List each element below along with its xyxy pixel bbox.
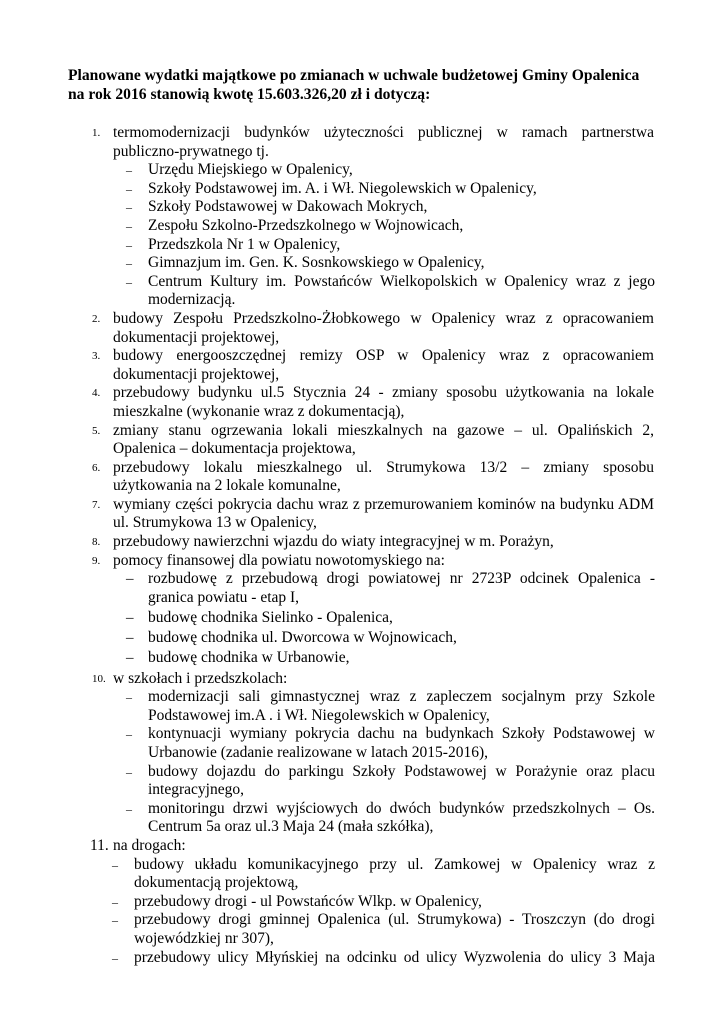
item-text: budowy Zespołu Przedszkolno-Żłobkowego w Opalenicy wraz z opracowaniem dokumentacji projektowej, — [113, 309, 654, 346]
item-number: 8. — [92, 536, 101, 549]
sub-item — [0, 688, 724, 725]
list-item-8 — [0, 533, 724, 552]
dash-marker: – — [126, 274, 132, 289]
sub-item — [0, 893, 724, 912]
sub-item-text: przebudowy drogi gminnej Opalenica (ul. Strumykowa) - Troszczyn (do drogi wojewódzkiej nr 307), — [134, 911, 655, 947]
dash-marker: – — [126, 630, 134, 647]
sub-item — [0, 763, 724, 800]
sub-item-text: kontynuacji wymiany pokrycia dachu na budynkach Szkoły Podstawowej w Urbanowie (zadanie realizowane w latach 2015-2016), — [148, 725, 655, 761]
item-number: 7. — [92, 498, 101, 511]
item-number: 11. — [90, 836, 109, 854]
dash-marker: – — [126, 690, 132, 705]
dash-marker: – — [112, 894, 118, 909]
sub-item-text: Szkoły Podstawowej w Dakowach Mokrych, — [148, 198, 428, 216]
list-item-10 — [0, 670, 724, 689]
sub-item — [0, 629, 724, 648]
dash-marker: – — [126, 237, 132, 252]
dash-marker: – — [112, 857, 118, 872]
list-item-9 — [0, 552, 724, 571]
dash-marker: – — [126, 163, 132, 178]
sub-item — [0, 217, 724, 236]
item-number: 10. — [92, 672, 106, 685]
sub-item-text: przebudowy drogi - ul Powstańców Wlkp. w Opalenicy, — [134, 892, 482, 910]
document-heading: Planowane wydatki majątkowe po zmianach w uchwale budżetowej Gminy Opalenica na rok 2016 stanowią kwotę 15.603.326,20 zł i dotyczą: — [68, 67, 640, 103]
sub-item-text: Przedszkola Nr 1 w Opalenicy, — [148, 235, 341, 253]
dash-marker: – — [126, 181, 132, 196]
sub-item — [0, 180, 724, 199]
list-item-7 — [0, 496, 724, 533]
list-item-5 — [0, 422, 724, 459]
sub-item-text: budowę chodnika ul. Dworcowa w Wojnowicach, — [148, 629, 457, 647]
list-item-2 — [0, 310, 724, 347]
dash-marker: – — [126, 727, 132, 742]
sub-item — [0, 911, 724, 948]
item-text: pomocy finansowej dla powiatu nowotomyskiego na: — [113, 551, 445, 569]
sub-item-text: budowę chodnika w Urbanowie, — [148, 649, 350, 667]
sub-item-text: Szkoły Podstawowej im. A. i Wł. Niegolewskich w Opalenicy, — [148, 179, 537, 197]
list-item-6 — [0, 459, 724, 496]
sub-item-text: monitoringu drzwi wyjściowych do dwóch budynków przedszkolnych – Os. Centrum 5a oraz ul.3 Maja 24 (mała szkółka), — [148, 799, 655, 836]
item-text: przebudowy nawierzchni wjazdu do wiaty integracyjnej w m. Porażyn, — [113, 533, 554, 551]
list-item-11 — [0, 837, 724, 856]
expense-list — [0, 124, 724, 967]
dash-marker: – — [126, 610, 134, 627]
item-number: 4. — [92, 387, 101, 400]
item-text: budowy energooszczędnej remizy OSP w Opalenicy wraz z opracowaniem dokumentacji projektowej, — [113, 347, 654, 383]
dash-marker: – — [126, 200, 132, 215]
dash-marker: – — [126, 764, 132, 779]
list-item-1 — [0, 124, 724, 161]
dash-marker: – — [126, 650, 134, 667]
item-number: 5. — [92, 424, 101, 437]
sub-item-text: przebudowy ulicy Młyńskiej na odcinku od ulicy Wyzwolenia do ulicy 3 Maja — [134, 948, 655, 966]
sub-item — [0, 800, 724, 837]
item-number: 3. — [92, 350, 101, 363]
item-number: 6. — [92, 461, 101, 474]
item-number: 1. — [92, 127, 101, 139]
dash-marker: – — [112, 950, 118, 965]
sub-item — [0, 273, 724, 310]
sub-item-text: budowy dojazdu do parkingu Szkoły Podstawowej w Porażynie oraz placu integracyjnego, — [148, 762, 655, 799]
sub-item — [0, 254, 724, 273]
item-text: w szkołach i przedszkolach: — [113, 669, 288, 687]
sub-item-text: modernizacji sali gimnastycznej wraz z zapleczem socjalnym przy Szkole Podstawowej im.A . i Wł. Niegolewskich w Opalenicy, — [148, 688, 655, 724]
sub-item — [0, 570, 724, 607]
list-item-3 — [0, 347, 724, 384]
dash-marker: – — [126, 218, 132, 233]
sub-item — [0, 198, 724, 217]
dash-marker: – — [126, 801, 132, 816]
item-text: wymiany części pokrycia dachu wraz z przemurowaniem kominów na budynku ADM ul. Strumykowa 13 w Opalenicy, — [113, 495, 654, 532]
sub-item — [0, 949, 724, 968]
sub-item-text: Urzędu Miejskiego w Opalenicy, — [148, 161, 353, 179]
item-text: termomodernizacji budynków użyteczności publicznej w ramach partnerstwa publiczno-prywatnego tj. — [113, 124, 654, 160]
sub-item — [0, 725, 724, 762]
item-text: zmiany stanu ogrzewania lokali mieszkalnych na gazowe – ul. Opalińskich 2, Opalenica – dokumentacja projektowa, — [113, 421, 654, 458]
item-text: na drogach: — [113, 836, 186, 854]
item-text: przebudowy budynku ul.5 Stycznia 24 - zmiany sposobu użytkowania na lokale mieszkalne (wykonanie wraz z dokumentacją), — [113, 384, 654, 420]
sub-item-text: Centrum Kultury im. Powstańców Wielkopolskich w Opalenicy wraz z jego modernizacją. — [148, 272, 655, 309]
item-number: 9. — [92, 554, 101, 567]
list-item-4 — [0, 384, 724, 421]
sub-item-text: rozbudowę z przebudową drogi powiatowej nr 2723P odcinek Opalenica - granica powiatu - etap I, — [148, 570, 655, 606]
dash-marker: – — [112, 913, 118, 928]
sub-item — [0, 161, 724, 180]
item-number: 2. — [92, 312, 101, 325]
dash-marker: – — [126, 256, 132, 271]
sub-item — [0, 856, 724, 893]
sub-item-text: budowy układu komunikacyjnego przy ul. Zamkowej w Opalenicy wraz z dokumentacją projektową, — [134, 855, 655, 892]
sub-item — [0, 609, 724, 628]
sub-item — [0, 649, 724, 668]
sub-item-text: Gimnazjum im. Gen. K. Sosnkowskiego w Opalenicy, — [148, 254, 485, 272]
sub-item — [0, 236, 724, 255]
sub-item-text: budowę chodnika Sielinko - Opalenica, — [148, 609, 393, 627]
dash-marker: – — [126, 571, 134, 588]
item-text: przebudowy lokalu mieszkalnego ul. Strumykowa 13/2 – zmiany sposobu użytkowania na 2 lokale komunalne, — [113, 458, 654, 495]
sub-item-text: Zespołu Szkolno-Przedszkolnego w Wojnowicach, — [148, 216, 464, 234]
